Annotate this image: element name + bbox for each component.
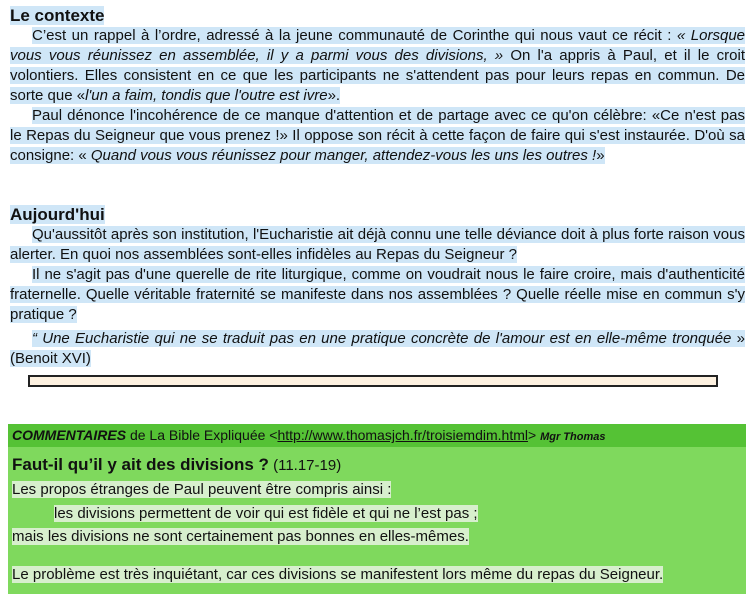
benoit-quote: “ Une Eucharistie qui ne se traduit pas en une pratique concrète de l'amour est en elle-même tronquée » (Benoit XVI) xyxy=(10,330,745,367)
commentaires-source: de La Bible Expliquée < xyxy=(126,427,278,443)
contexte-paragraph-2: Paul dénonce l'incohérence de ce manque d'attention et de partage avec ce qu'on célèbre: «Ce n'est pas le Repas du Seigneur que vous prenez !» Il oppose son récit à cette façon de faire qui s'est instaurée. D'où sa consigne: « Quand vous vous réunissez pour manger, attendez-vous les uns les outres !» xyxy=(10,107,745,164)
divider-bar xyxy=(28,375,718,387)
commentaires-line-2: les divisions permettent de voir qui est fidèle et qui ne l’est pas ; xyxy=(54,505,478,522)
section-contexte xyxy=(10,6,745,166)
commentaires-line-3: mais les divisions ne sont certainement pas bonnes en elles-mêmes. xyxy=(12,528,469,545)
commentaires-author: Mgr Thomas xyxy=(540,431,606,443)
commentaires-panel xyxy=(8,424,746,594)
commentaires-line-4: Le problème est très inquiétant, car ces divisions se manifestent lors même du repas du Seigneur. xyxy=(12,566,664,583)
commentaires-title: Faut-il qu’il y ait des divisions ? (11.17-19) xyxy=(12,455,342,474)
aujourdhui-paragraph-2: Il ne s'agit pas d'une querelle de rite liturgique, comme on voudrait nous le faire croire, mais d'authenticité fraternelle. Quelle véritable fraternité se manifeste dans nos assemblées ? Quelle réelle mise en commun s'y pratique ? xyxy=(10,266,745,323)
section-aujourdhui xyxy=(10,205,745,369)
commentaires-header xyxy=(8,424,746,447)
aujourdhui-paragraph-1: Qu'aussitôt après son institution, l'Eucharistie ait déjà connu une telle déviance doit à plus forte raison vous alerter. En quoi nos assemblées sont-elles infidèles au Repas du Seigneur ? xyxy=(10,226,745,263)
commentaires-label: COMMENTAIRES xyxy=(12,427,127,443)
commentaires-ref: (11.17-19) xyxy=(268,457,342,474)
contexte-paragraph-1: C’est un rappel à l’ordre, adressé à la jeune communauté de Corinthe qui nous vaut ce récit : « Lorsque vous vous réunissez en assemblée, il y a parmi vous des divisions, » On l'a appris à Paul, et il le croit volontiers. Elles consistent en ce que les participants ne s'attendent pas pour leurs repas en commun. De sorte que «l'un a faim, tondis que l'outre est ivre». xyxy=(10,27,746,104)
commentaires-line-1: Les propos étranges de Paul peuvent être compris ainsi : xyxy=(12,481,392,498)
heading-aujourdhui: Aujourd'hui xyxy=(10,205,105,224)
heading-contexte: Le contexte xyxy=(10,6,105,25)
commentaires-link[interactable]: http://www.thomasjch.fr/troisiemdim.html xyxy=(277,427,528,443)
commentaires-link-close: > xyxy=(527,427,541,443)
